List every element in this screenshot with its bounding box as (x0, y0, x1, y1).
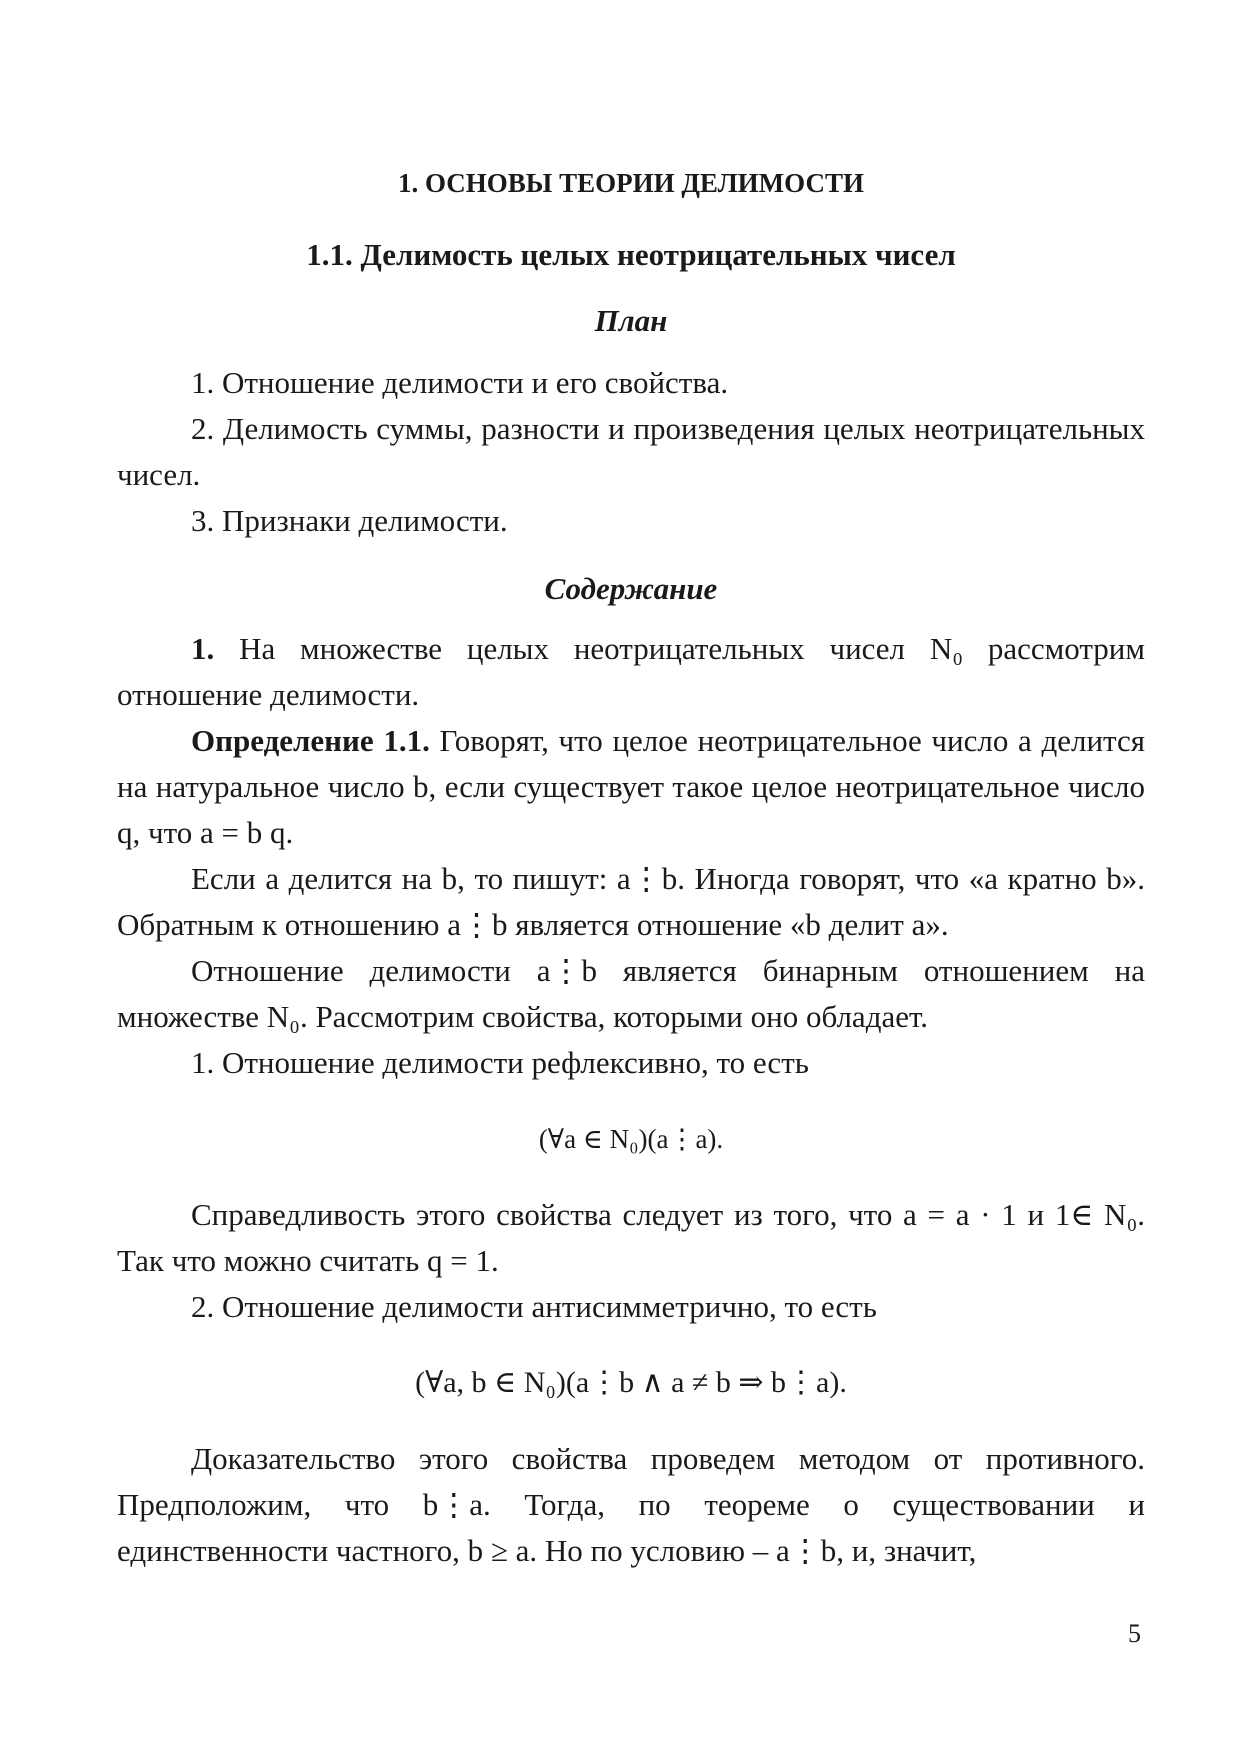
paragraph-2: Если a делится на b, то пишут: a⋮b. Иногда говорят, что «a кратно b». Обратным к отношению a⋮b является отношение «b делит a». (117, 861, 1145, 942)
definition-text: Говорят, что целое неотрицательное число a делится на натуральное число b, если существует такое целое неотрицательное число q, что a = b q. (117, 723, 1145, 850)
property-2: 2. Отношение делимости антисимметрично, то есть (191, 1289, 877, 1324)
paragraph-1 (117, 626, 1145, 718)
definition-1-1 (117, 718, 1145, 856)
plan-item-2: 2. Делимость суммы, разности и произведения целых неотрицательных чисел. (117, 411, 1145, 492)
paragraph-4: Справедливость этого свойства следует из того, что a = a · 1 и 1∈ N₀. Так что можно считать q = 1. (117, 1197, 1145, 1278)
property-1: 1. Отношение делимости рефлексивно, то есть (191, 1045, 809, 1080)
paragraph-1-number: 1. (191, 631, 215, 666)
section-title: 1.1. Делимость целых неотрицательных чисел (306, 237, 956, 272)
plan-item-1: 1. Отношение делимости и его свойства. (191, 365, 729, 400)
paragraph-1-text: На множестве целых неотрицательных чисел N₀ рассмотрим отношение делимости. (117, 631, 1145, 712)
page-number: 5 (1128, 1619, 1141, 1648)
chapter-title: 1. ОСНОВЫ ТЕОРИИ ДЕЛИМОСТИ (397, 168, 865, 198)
plan-item-3: 3. Признаки делимости. (191, 503, 508, 538)
definition-label: Определение 1.1. (191, 723, 430, 758)
formula-antisymmetric: (∀a, b ∈ N₀)(a⋮b ∧ a ≠ b ⇒ b⋮a). (415, 1366, 847, 1399)
formula-reflexive: (∀a ∈ N₀)(a⋮a). (538, 1124, 724, 1154)
paragraph-3: Отношение делимости a⋮b является бинарным отношением на множестве N₀. Рассмотрим свойства, которыми оно обладает. (117, 953, 1145, 1034)
paragraph-5: Доказательство этого свойства проведем методом от противного. Предположим, что b⋮a. Тогда, по теореме о существовании и единственности частного, b ≥ a. Но по условию – a⋮b, и, значит, (117, 1441, 1145, 1568)
page-body (117, 150, 1145, 1574)
content-heading: Содержание (544, 571, 718, 606)
plan-heading: План (594, 303, 668, 338)
